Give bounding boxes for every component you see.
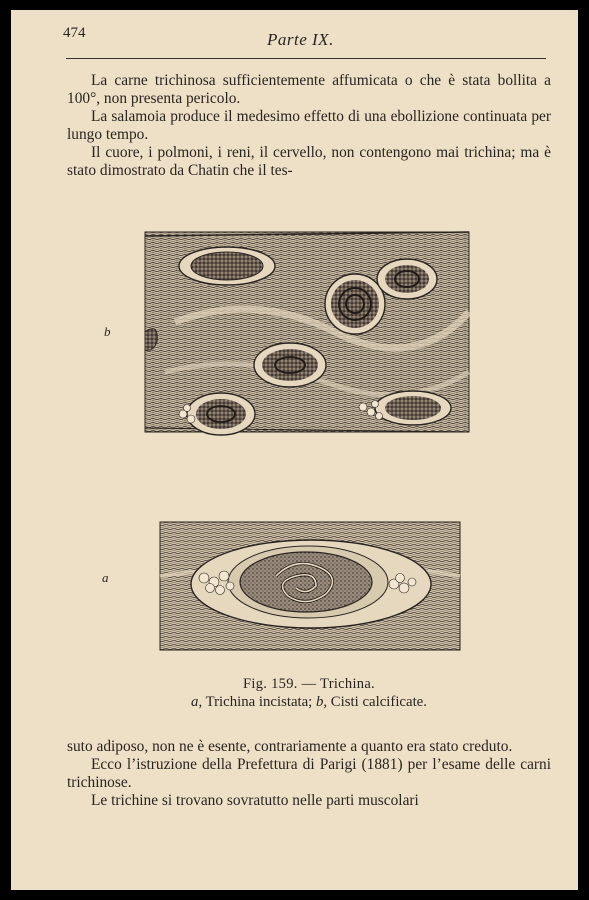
figure-label-b: b — [104, 324, 111, 339]
caption-text-a: , Trichina incistata; — [198, 694, 316, 710]
running-title: Parte IX. — [267, 30, 334, 49]
paragraph-2: La salamoia produce il medesimo effetto di una ebollizione continuata per lungo tempo. — [67, 108, 551, 143]
paragraph-5: Ecco l’istruzione della Prefettura di Parigi (1881) per l’esame delle carni trichinose. — [67, 756, 551, 791]
figure-a-encysted-trichina-illustration — [156, 516, 463, 654]
paragraph-1: La carne trichinosa sufficientemente affumicata o che è stata bollita a 100°, non presenta pericolo. — [67, 72, 551, 107]
paragraph-3: Il cuore, i polmoni, i reni, il cervello, non contengono mai trichina; ma è stato dimostrato da Chatin che il tes- — [67, 144, 551, 179]
figure-caption-title: Fig. 159. — Trichina. — [243, 676, 375, 692]
caption-letter-a: a — [191, 694, 199, 710]
top-text-block — [67, 72, 551, 180]
paragraph-6: Le trichine si trovano sovratutto nelle parti muscolari — [91, 792, 419, 809]
figure-label-a: a — [102, 570, 109, 585]
figure-caption-legend — [67, 694, 551, 711]
caption-letter-b: b — [316, 694, 324, 710]
caption-text-b: , Cisti calcificate. — [323, 694, 427, 710]
figure-b-calcified-cysts-illustration — [135, 222, 475, 438]
bottom-text-block — [67, 738, 551, 810]
page-number: 474 — [63, 25, 86, 41]
book-page — [11, 10, 578, 890]
paragraph-4: suto adiposo, non ne è esente, contrariamente a quanto era stato creduto. — [67, 738, 513, 755]
header-rule — [66, 58, 546, 59]
